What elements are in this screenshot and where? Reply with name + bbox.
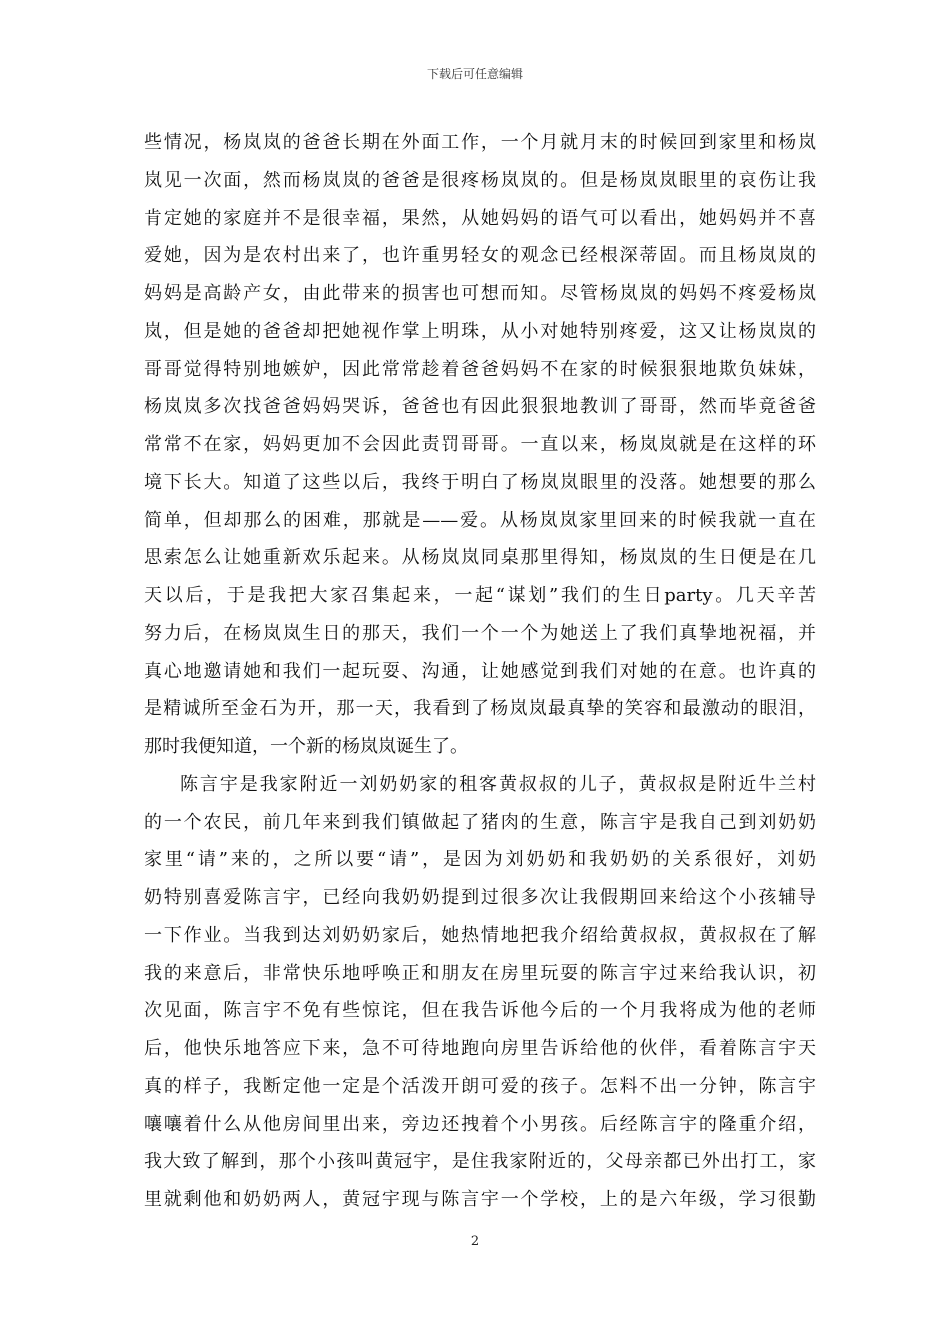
- text-line: 岚，但是她的爸爸却把她视作掌上明珠，从小对她特别疼爱，这又让杨岚岚的: [144, 320, 816, 342]
- text-line: 爱她，因为是农村出来了，也许重男轻女的观念已经根深蒂固。而且杨岚岚的: [144, 245, 816, 267]
- text-line: 是精诚所至金石为开，那一天，我看到了杨岚岚最真挚的笑容和最激动的眼泪，: [144, 698, 816, 720]
- text-line: 天以后，于是我把大家召集起来，一起“谋划”我们的生日party。几天辛苦: [144, 585, 816, 606]
- paragraph-2: [144, 766, 816, 1219]
- text-line: 真的样子，我断定他一定是个活泼开朗可爱的孩子。怎料不出一分钟，陈言宇: [144, 1075, 816, 1097]
- text-line: 一下作业。当我到达刘奶奶家后，她热情地把我介绍给黄叔叔，黄叔叔在了解: [144, 924, 816, 946]
- text-line: 岚见一次面，然而杨岚岚的爸爸是很疼杨岚岚的。但是杨岚岚眼里的哀伤让我: [144, 169, 816, 191]
- text-line: 我的来意后，非常快乐地呼唤正和朋友在房里玩耍的陈言宇过来给我认识，初: [144, 962, 816, 984]
- text-line: 哥哥觉得特别地嫉妒，因此常常趁着爸爸妈妈不在家的时候狠狠地欺负妹妹，: [144, 358, 816, 380]
- text-line: 我大致了解到，那个小孩叫黄冠宇，是住我家附近的，父母亲都已外出打工，家: [144, 1151, 816, 1173]
- text-line: 里就剩他和奶奶两人，黄冠宇现与陈言宇一个学校，上的是六年级，学习很勤: [144, 1189, 816, 1210]
- text-line: 妈妈是高龄产女，由此带来的损害也可想而知。尽管杨岚岚的妈妈不疼爱杨岚: [144, 283, 816, 304]
- text-line: 常常不在家，妈妈更加不会因此责罚哥哥。一直以来，杨岚岚就是在这样的环: [144, 434, 816, 455]
- text-line: 的一个农民，前几年来到我们镇做起了猪肉的生意，陈言宇是我自己到刘奶奶: [144, 811, 816, 833]
- text-line: 努力后，在杨岚岚生日的那天，我们一个一个为她送上了我们真挚地祝福，并: [144, 622, 816, 644]
- page-header: 下载后可任意编辑: [426, 67, 523, 81]
- text-line: 杨岚岚多次找爸爸妈妈哭诉，爸爸也有因此狠狠地教训了哥哥，然而毕竟爸爸: [144, 396, 816, 418]
- text-line: 些情况，杨岚岚的爸爸长期在外面工作，一个月就月末的时候回到家里和杨岚: [144, 132, 816, 153]
- text-line: 肯定她的家庭并不是很幸福，果然，从她妈妈的语气可以看出，她妈妈并不喜: [144, 207, 816, 229]
- text-line: 简单，但却那么的困难，那就是——爱。从杨岚岚家里回来的时候我就一直在: [144, 509, 816, 531]
- document-body: [144, 124, 816, 1219]
- text-line: 陈言宇是我家附近一刘奶奶家的租客黄叔叔的儿子，黄叔叔是附近牛兰村: [180, 773, 816, 795]
- text-line: 次见面，陈言宇不免有些惊诧，但在我告诉他今后的一个月我将成为他的老师: [144, 1000, 816, 1022]
- text-line: 嚷嚷着什么从他房间里出来，旁边还拽着个小男孩。后经陈言宇的隆重介绍，: [144, 1113, 816, 1135]
- text-line: 家里“请”来的，之所以要“请”，是因为刘奶奶和我奶奶的关系很好，刘奶: [144, 849, 816, 871]
- text-line: 思索怎么让她重新欢乐起来。从杨岚岚同桌那里得知，杨岚岚的生日便是在几: [144, 547, 816, 569]
- text-line: 真心地邀请她和我们一起玩耍、沟通，让她感觉到我们对她的在意。也许真的: [144, 660, 816, 682]
- page-number: 2: [470, 1234, 480, 1249]
- text-line: 那时我便知道，一个新的杨岚岚诞生了。: [144, 736, 468, 757]
- paragraph-1: [144, 124, 816, 766]
- text-line: 奶特别喜爱陈言宇，已经向我奶奶提到过很多次让我假期回来给这个小孩辅导: [144, 887, 816, 908]
- text-line: 后，他快乐地答应下来，急不可待地跑向房里告诉给他的伙伴，看着陈言宇天: [144, 1038, 816, 1059]
- text-line: 境下长大。知道了这些以后，我终于明白了杨岚岚眼里的没落。她想要的那么: [144, 471, 816, 493]
